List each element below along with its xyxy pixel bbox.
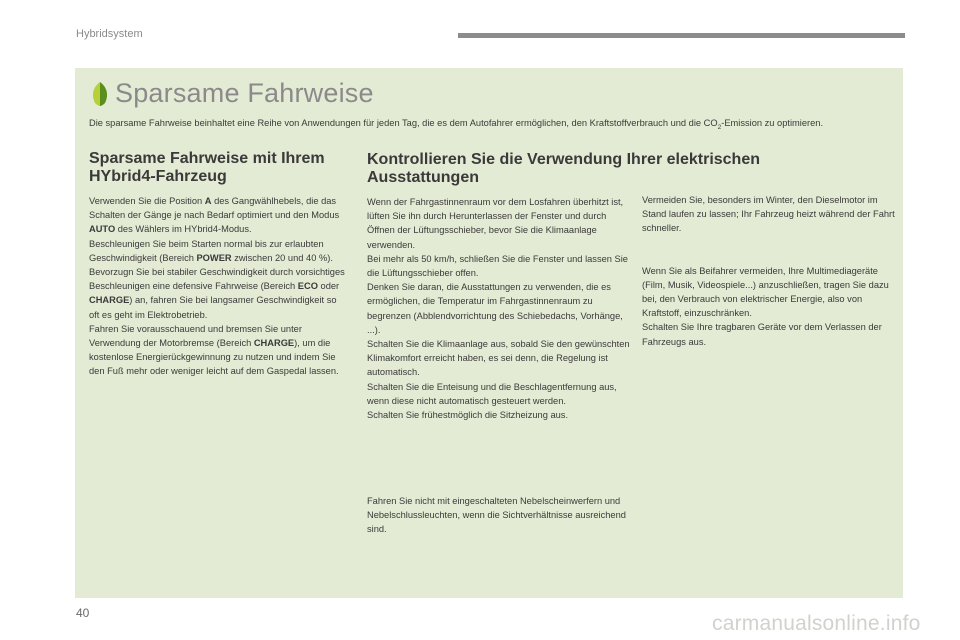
intro-text: Die sparsame Fahrweise beinhaltet eine Reihe von Anwendungen für jeden Tag, die es dem Autofahrer ermöglichen, den Kraftstoffverbrauch und die $CO_2$-Emission zu optimieren. xyxy=(89,118,824,131)
heading-hybrid4: Sparsame Fahrweise mit Ihrem HYbrid4-Fahrzeug xyxy=(89,150,325,185)
page-number: 40 xyxy=(76,606,90,620)
paragraph: Denken Sie daran, die Ausstattungen zu verwenden, die es ermöglichen, die Temperatur im Fahrgastinnenraum zu begrenzen (Abblendvorrichtung des Schiebedachs, Vorhänge, ...). xyxy=(367,282,623,335)
watermark: carmanualsonline.info xyxy=(712,612,921,635)
paragraph: Verwenden Sie die Position A des Gangwählhebels, die das Schalten der Gänge je nach Bedarf optimiert und den Modus AUTO des Wählers im HYbrid4-Modus. xyxy=(89,196,340,235)
paragraph: Schalten Sie die Klimaanlage aus, sobald Sie den gewünschten Klimakomfort erreicht haben, es sei denn, die Regelung ist automatisch. xyxy=(367,339,630,378)
paragraph: Schalten Sie Ihre tragbaren Geräte vor dem Verlassen der Fahrzeugs aus. xyxy=(642,322,882,347)
heading-electrical-equipment: Kontrollieren Sie die Verwendung Ihrer elektrischen Ausstattungen xyxy=(367,151,760,186)
paragraph: Vermeiden Sie, besonders im Winter, den Dieselmotor im Stand laufen zu lassen; Ihr Fahrzeug heizt während der Fahrt schneller. xyxy=(642,195,895,234)
paragraph: Wenn der Fahrgastinnenraum vor dem Losfahren überhitzt ist, lüften Sie ihn durch Herunterlassen der Fenster und durch Öffnen der Lüftungsschieber, bevor Sie die Klimaanlage verwenden. xyxy=(367,197,624,250)
paragraph: Bevorzugn Sie bei stabiler Geschwindigkeit durch vorsichtiges Beschleunigen eine defensive Fahrweise (Bereich ECO oder CHARGE) an, fahren Sie bei langsamer Geschwindigkeit so oft es geht im Elektrobetrieb. xyxy=(89,267,345,320)
paragraph: Schalten Sie frühestmöglich die Sitzheizung aus. xyxy=(367,410,569,421)
paragraph: Schalten Sie die Enteisung und die Beschlagentfernung aus, wenn diese nicht automatisch gesteuert werden. xyxy=(367,381,617,406)
paragraph: Beschleunigen Sie beim Starten normal bis zur erlaubten Geschwindigkeit (Bereich POWER zwischen 20 und 40 %). xyxy=(89,238,333,263)
column-hybrid4 xyxy=(89,150,345,379)
leaf-icon xyxy=(89,81,111,107)
section-title-wrap xyxy=(89,78,374,109)
section-title: Sparsame Fahrweise xyxy=(115,78,374,108)
column-tips xyxy=(642,193,900,349)
paragraph: Fahren Sie vorausschauend und bremsen Sie unter Verwendung der Motorbremse (Bereich CHARGE), um die kostenlose Energierückgewinnung zu nutzen und indem Sie den Fuß mehr oder weniger leicht auf dem Gaspedal lassen. xyxy=(89,323,339,377)
paragraph: Fahren Sie nicht mit eingeschalteten Nebelscheinwerfern und Nebelschlussleuchten, wenn die Sichtverhältnisse ausreichend sind. xyxy=(367,496,626,535)
content-panel xyxy=(75,68,903,598)
paragraph: Wenn Sie als Beifahrer vermeiden, Ihre Multimediageräte (Film, Musik, Videospiele...) anzuschließen, tragen Sie dazu bei, den Verbrauch von elektrischer Energie, also von Kraftstoff, einzuschränken. xyxy=(642,265,889,319)
header-title: Hybridsystem xyxy=(76,28,143,40)
paragraph: Bei mehr als 50 km/h, schließen Sie die Fenster und lassen Sie die Lüftungsschieber offen. xyxy=(367,253,628,279)
column-electrical-equipment xyxy=(367,151,760,535)
header-bar xyxy=(458,33,905,38)
